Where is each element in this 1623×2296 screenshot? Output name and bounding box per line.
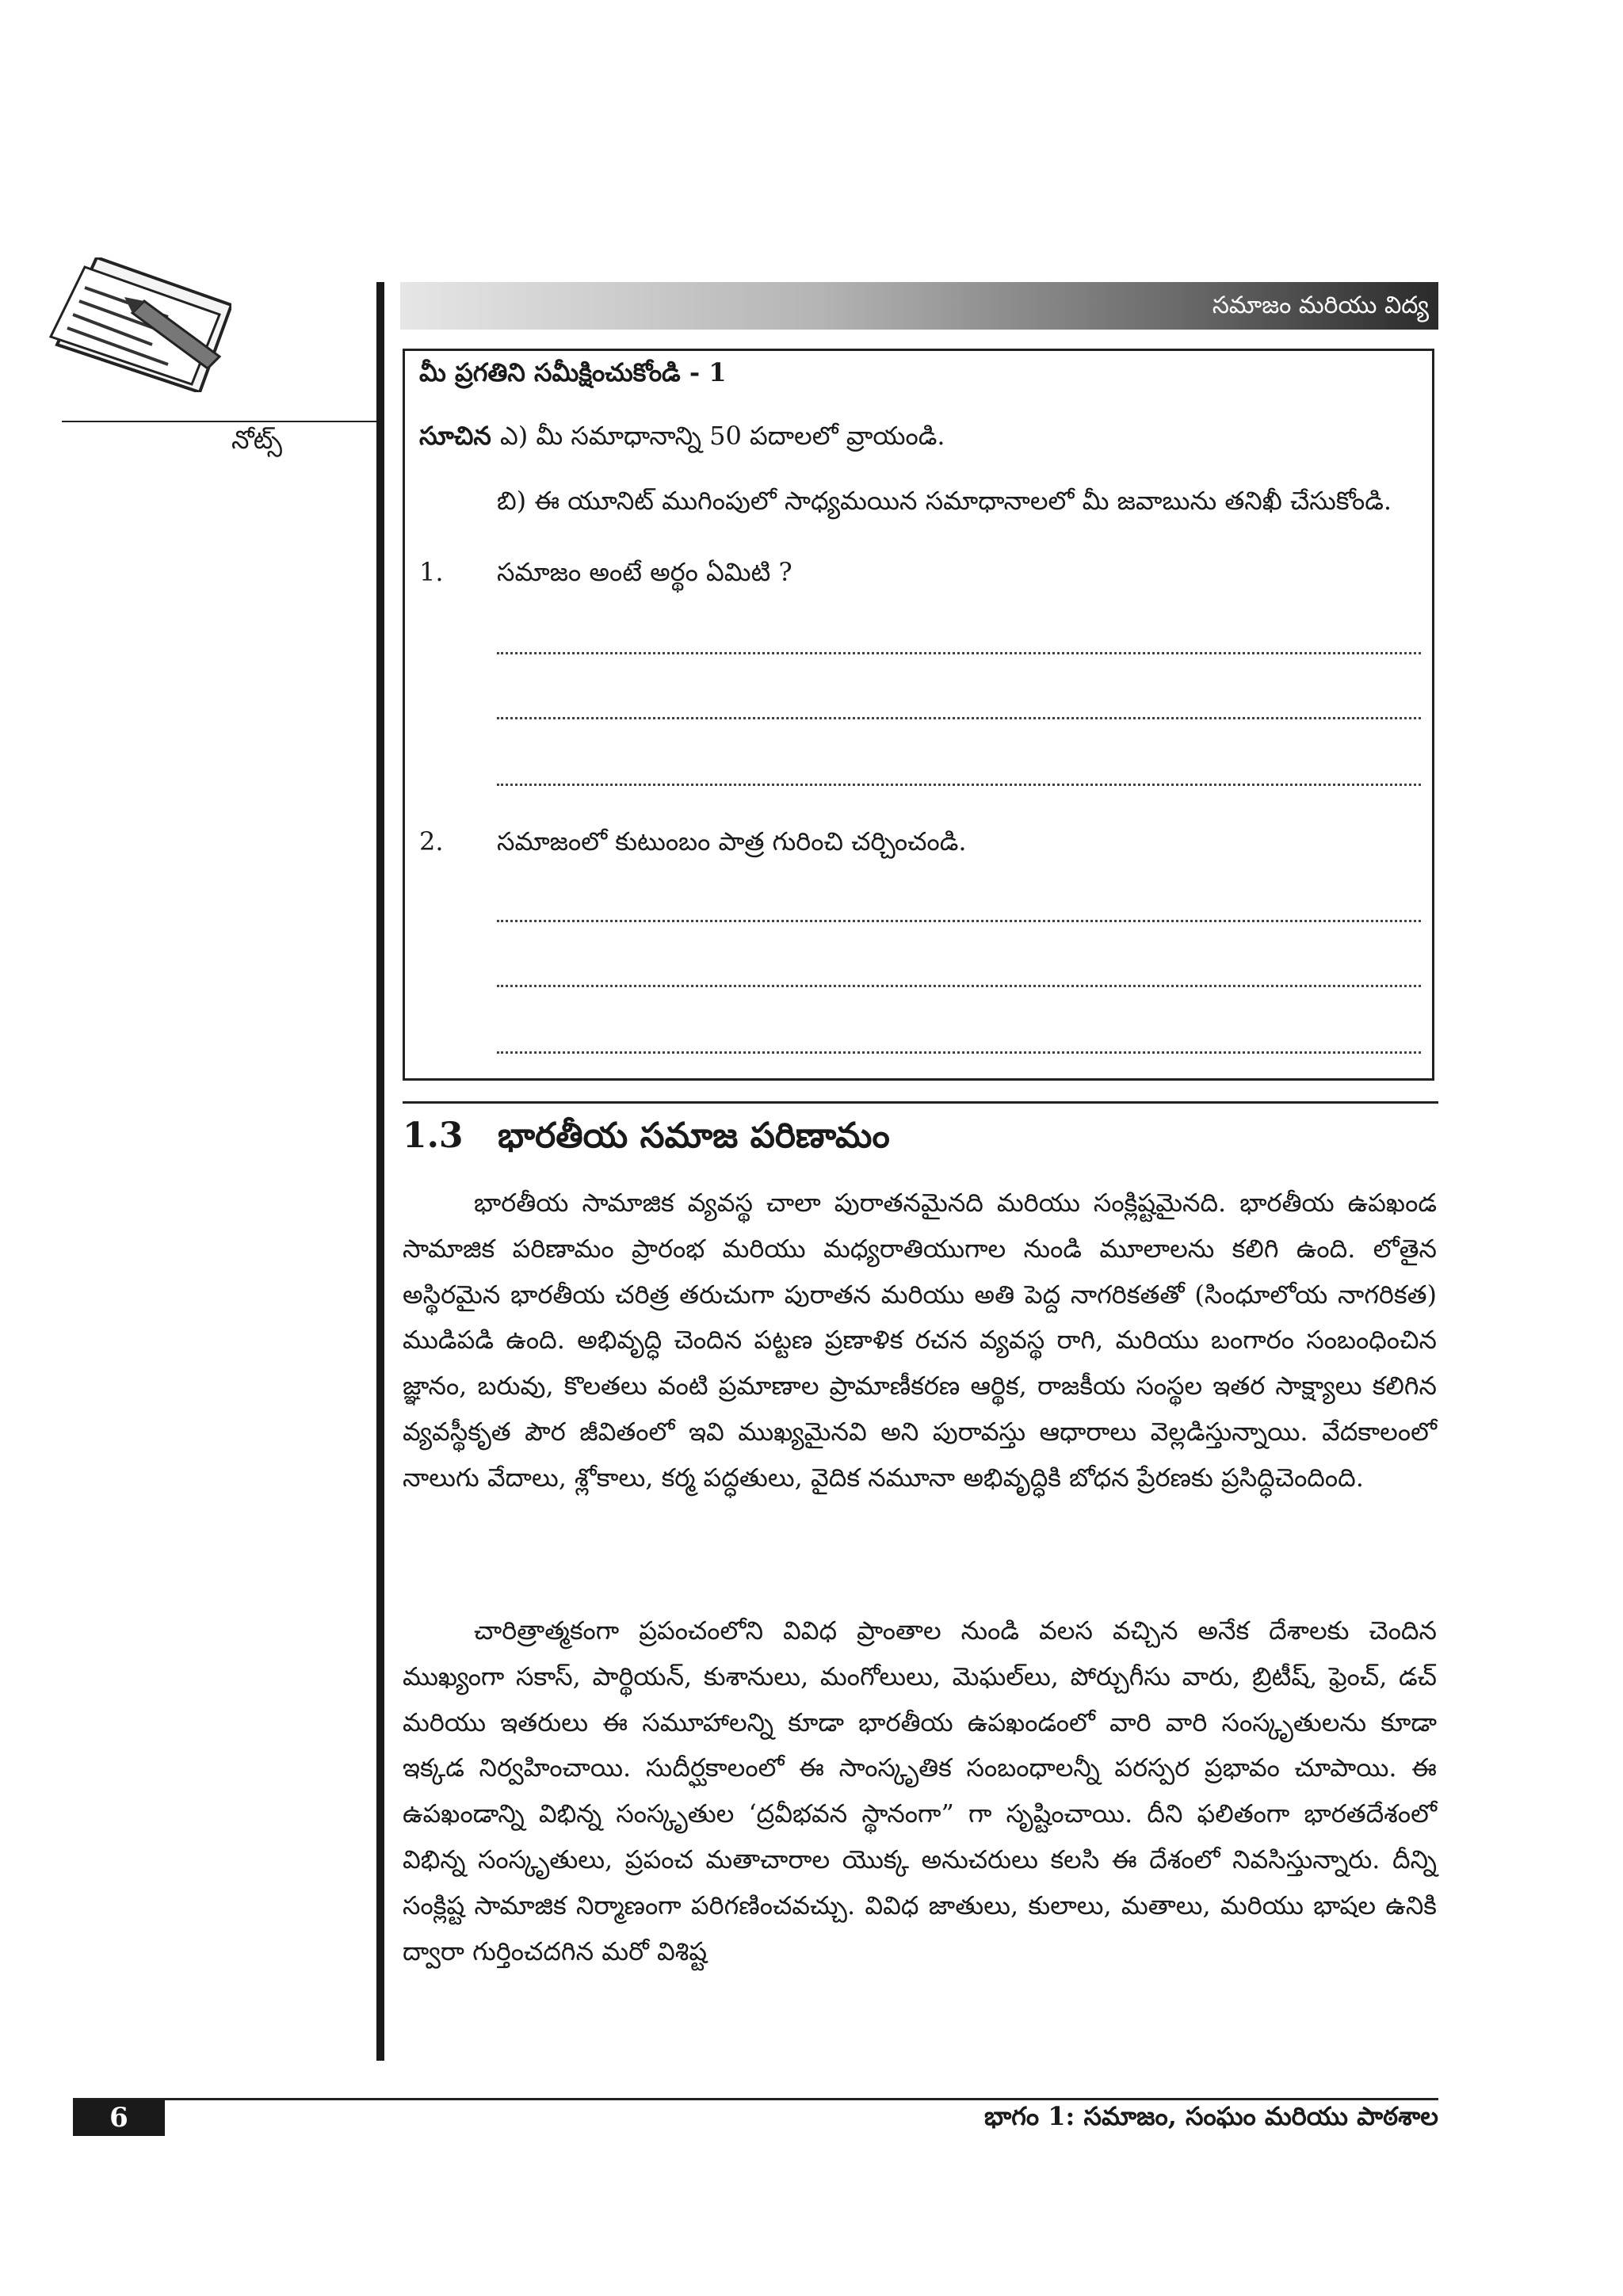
- body-paragraph: భారతీయ సామాజిక వ్యవస్థ చాలా పురాతనమైనది మరియు సంక్లిష్టమైనది. భారతీయ ఉపఖండ సామాజిక పరిణామం ప్రారంభ మరియు మధ్యరాతియుగాల నుండి మూలాలను కలిగి ఉంది. లోతైన అస్థిరమైన భారతీయ చరిత్ర తరుచుగా పురాతన మరియు అతి పెద్ద నాగరికతతో (సింధూలోయ నాగరికత) ముడిపడి ఉంది. అభివృద్ధి చెందిన పట్టణ ప్రణాళిక రచన వ్యవస్థ రాగి, మరియు బంగారం సంబంధించిన జ్ఞానం, బరువు, కొలతలు వంటి ప్రమాణాల ప్రామాణీకరణ ఆర్థిక, రాజకీయ సంస్థల ఇతర సాక్ష్యాలు కలిగిన వ్యవస్థీకృత పౌర జీవితంలో ఇవి ముఖ్యమైనవి అని పురావస్తు ఆధారాలు వెల్లడిస్తున్నాయి. వేదకాలంలో నాలుగు వేదాలు, శ్లోకాలు, కర్మ పద్ధతులు, వైదిక నమూనా అభివృద్ధికి బోధన ప్రేరణకు ప్రసిద్ధిచెందింది.: [403, 1188, 1437, 1493]
- answer-line[interactable]: [497, 920, 1421, 922]
- notes-divider: [62, 421, 379, 422]
- notes-icon: [49, 257, 231, 392]
- answer-line[interactable]: [497, 784, 1421, 786]
- box-title: మీ ప్రగతిని సమీక్షించుకోండి - 1: [419, 357, 727, 387]
- question-text: సమాజంలో కుటుంబం పాత్ర గురించి చర్చించండి.: [497, 826, 967, 856]
- page-number: 6: [73, 2100, 165, 2136]
- running-header: [400, 282, 1438, 330]
- question-number: 1.: [419, 557, 444, 587]
- hint-label: సూచిన: [419, 421, 491, 451]
- header-title: సమాజం మరియు విద్య: [1212, 292, 1429, 319]
- answer-line[interactable]: [497, 717, 1421, 719]
- hint-b: బి) ఈ యూనిట్ ముగింపులో సాధ్యమయిన సమాధానాలలో మీ జవాబును తనిఖీ చేసుకోండి.: [497, 486, 1392, 516]
- progress-review-box: [403, 349, 1434, 1081]
- body-paragraph: చారిత్రాత్మకంగా ప్రపంచంలోని వివిధ ప్రాంతాల నుండి వలస వచ్చిన అనేక దేశాలకు చెందిన ముఖ్యంగా సకాస్, పార్థియన్, కుశానులు, మంగోలులు, మెఘల్‌లు, పోర్చుగీసు వారు, బ్రిటీష్, ఫ్రెంచ్, డచ్ మరియు ఇతరులు ఈ సమూహాలన్ని కూడా భారతీయ ఉపఖండంలో వారి వారి సంస్కృతులను కూడా ఇక్కడ నిర్వహించాయి. సుదీర్ఘకాలంలో ఈ సాంస్కృతిక సంబంధాలన్నీ పరస్పర ప్రభావం చూపాయి. ఈ ఉపఖండాన్ని విభిన్న సంస్కృతుల ‘ద్రవీభవన స్థానంగా” గా సృష్టించాయి. దీని ఫలితంగా భారతదేశంలో విభిన్న సంస్కృతులు, ప్రపంచ మతాచారాల యొక్క అనుచరులు కలసి ఈ దేశంలో నివసిస్తున్నారు. దీన్ని సంక్లిష్ట సామాజిక నిర్మాణంగా పరిగణించవచ్చు. వివిధ జాతులు, కులాలు, మతాలు, మరియు భాషల ఉనికి ద్వారా గుర్తించదగిన మరో విశిష్ట: [403, 1615, 1437, 1966]
- section-number: 1.3: [403, 1116, 464, 1156]
- footer-rule: [73, 2098, 1438, 2100]
- hint-a: ఎ) మీ సమాధానాన్ని 50 పదాలలో వ్రాయండి.: [500, 421, 945, 451]
- notes-label: నోట్స్: [231, 425, 283, 455]
- question-text: సమాజం అంటే అర్థం ఏమిటి ?: [497, 557, 792, 587]
- footer-title: భాగం 1: సమాజం, సంఘం మరియు పాఠశాల: [983, 2101, 1438, 2131]
- margin-vertical-bar: [376, 282, 384, 2061]
- question-number: 2.: [419, 826, 444, 856]
- section-title: భారతీయ సమాజ పరిణామం: [498, 1116, 890, 1156]
- answer-line[interactable]: [497, 985, 1421, 987]
- answer-line[interactable]: [497, 652, 1421, 654]
- section-divider: [403, 1101, 1438, 1104]
- answer-line[interactable]: [497, 1051, 1421, 1054]
